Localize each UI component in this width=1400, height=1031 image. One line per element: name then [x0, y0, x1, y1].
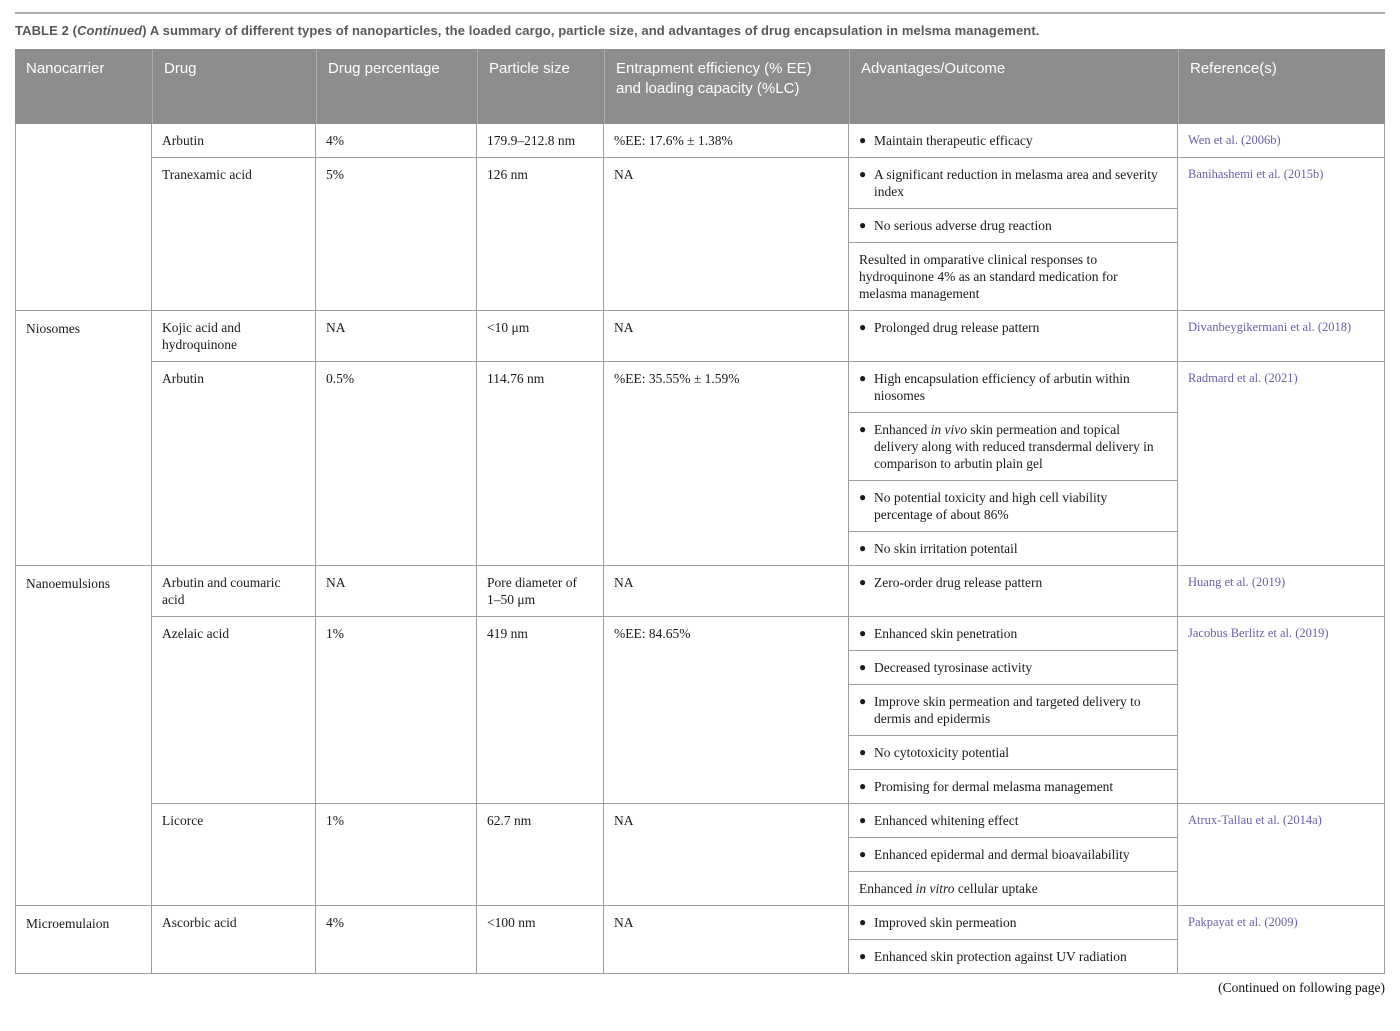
nanocarrier-cell: [16, 124, 152, 310]
advantage-text: Prolonged drug release pattern: [874, 320, 1040, 335]
advantage-item: [849, 242, 1177, 310]
drug-percentage-cell: 4%: [316, 906, 477, 973]
drug-percentage-cell: 5%: [316, 158, 477, 310]
advantages-cell: [849, 362, 1178, 565]
drug-rows: [152, 124, 1384, 310]
bullet-icon: ●: [859, 575, 867, 589]
advantage-text: Enhanced in vivo skin permeation and topical delivery along with reduced transdermal delivery in comparison to arbutin plain gel: [874, 422, 1154, 471]
nanocarrier-cell: Microemulaion: [16, 906, 152, 973]
entrapment-cell: %EE: 84.65%: [604, 617, 849, 803]
page: [15, 12, 1385, 996]
reference-link[interactable]: Wen et al. (2006b): [1188, 133, 1281, 147]
table-header-row: [15, 49, 1385, 124]
advantage-item: [849, 650, 1177, 684]
table-row: [152, 906, 1384, 973]
table-caption-prefix: TABLE 2 (: [15, 23, 78, 38]
advantage-item: [849, 939, 1177, 973]
table-caption: [15, 23, 1385, 38]
nanocarrier-group: [16, 310, 1384, 565]
nanocarrier-group: [16, 565, 1384, 905]
table-row: [152, 157, 1384, 310]
drug-percentage-cell: 0.5%: [316, 362, 477, 565]
column-header-advantages-outcome: Advantages/Outcome: [849, 49, 1178, 124]
advantage-text: Enhanced skin penetration: [874, 626, 1018, 641]
nanocarrier-cell: Nanoemulsions: [16, 566, 152, 905]
advantage-item: [849, 124, 1177, 157]
table-row: [152, 616, 1384, 803]
reference-link[interactable]: Huang et al. (2019): [1188, 575, 1286, 589]
bullet-icon: ●: [859, 660, 867, 674]
bullet-icon: ●: [859, 694, 867, 708]
table-row: [152, 361, 1384, 565]
advantage-item: [849, 531, 1177, 565]
advantage-item: [849, 412, 1177, 480]
drug-percentage-cell: 4%: [316, 124, 477, 157]
advantage-item: [849, 566, 1177, 599]
drug-cell: Tranexamic acid: [152, 158, 316, 310]
advantage-text: Resulted in omparative clinical responses to hydroquinone 4% as an standard medication for melasma management: [859, 252, 1118, 301]
advantage-text: No potential toxicity and high cell viability percentage of about 86%: [874, 490, 1108, 522]
particle-size-cell: 114.76 nm: [477, 362, 604, 565]
table-row: [152, 124, 1384, 157]
advantage-text: Zero-order drug release pattern: [874, 575, 1043, 590]
particle-size-cell: 126 nm: [477, 158, 604, 310]
advantage-text: Enhanced epidermal and dermal bioavailability: [874, 847, 1130, 862]
bullet-icon: ●: [859, 915, 867, 929]
drug-percentage-cell: NA: [316, 566, 477, 616]
drug-cell: Azelaic acid: [152, 617, 316, 803]
bullet-icon: ●: [859, 218, 867, 232]
advantage-item: [849, 311, 1177, 344]
table-body: [15, 124, 1385, 974]
advantages-cell: [849, 311, 1178, 361]
drug-cell: Licorce: [152, 804, 316, 905]
bullet-icon: ●: [859, 490, 867, 504]
advantage-text: Enhanced skin protection against UV radiation: [874, 949, 1127, 964]
entrapment-cell: %EE: 17.6% ± 1.38%: [604, 124, 849, 157]
advantage-item: [849, 906, 1177, 939]
advantage-text: High encapsulation efficiency of arbutin within niosomes: [874, 371, 1130, 403]
advantages-cell: [849, 124, 1178, 157]
bullet-icon: ●: [859, 847, 867, 861]
entrapment-cell: %EE: 35.55% ± 1.59%: [604, 362, 849, 565]
reference-link[interactable]: Pakpayat et al. (2009): [1188, 915, 1298, 929]
bullet-icon: ●: [859, 779, 867, 793]
bullet-icon: ●: [859, 626, 867, 640]
table-row: [152, 803, 1384, 905]
nanocarrier-cell: Niosomes: [16, 311, 152, 565]
column-header-nanocarrier: Nanocarrier: [26, 60, 105, 77]
column-header-drug: Drug: [152, 49, 316, 124]
bullet-icon: ●: [859, 371, 867, 385]
drug-rows: [152, 566, 1384, 905]
advantages-cell: [849, 617, 1178, 803]
advantage-item: [849, 769, 1177, 803]
column-header-references: Reference(s): [1178, 49, 1385, 124]
entrapment-cell: NA: [604, 906, 849, 973]
drug-percentage-cell: 1%: [316, 617, 477, 803]
advantage-item: [849, 735, 1177, 769]
column-header-drug-percentage: Drug percentage: [316, 49, 477, 124]
drug-percentage-cell: 1%: [316, 804, 477, 905]
bullet-icon: ●: [859, 320, 867, 334]
drug-cell: Ascorbic acid: [152, 906, 316, 973]
advantage-item: [849, 480, 1177, 531]
drug-cell: Arbutin: [152, 362, 316, 565]
nanocarrier-group: [16, 905, 1384, 973]
column-header-entrapment-efficiency: Entrapment efficiency (% EE) and loading capacity (%LC): [604, 49, 849, 124]
advantage-item: [849, 362, 1177, 412]
advantage-text: A significant reduction in melasma area and severity index: [874, 167, 1158, 199]
advantage-text: No skin irritation potentail: [874, 541, 1018, 556]
reference-link[interactable]: Jacobus Berlitz et al. (2019): [1188, 626, 1329, 640]
advantage-item: [849, 684, 1177, 735]
top-rule: [15, 12, 1385, 14]
column-header-particle-size: Particle size: [477, 49, 604, 124]
advantages-cell: [849, 906, 1178, 973]
advantage-text: No serious adverse drug reaction: [874, 218, 1052, 233]
drug-rows: [152, 906, 1384, 973]
advantage-text: Decreased tyrosinase activity: [874, 660, 1033, 675]
drug-rows: [152, 311, 1384, 565]
entrapment-cell: NA: [604, 158, 849, 310]
advantage-text: Promising for dermal melasma management: [874, 779, 1114, 794]
advantages-cell: [849, 158, 1178, 310]
table-row: [152, 311, 1384, 361]
advantages-cell: [849, 804, 1178, 905]
drug-cell: Arbutin and coumaric acid: [152, 566, 316, 616]
bullet-icon: ●: [859, 422, 867, 436]
nanocarrier-group: [16, 124, 1384, 310]
reference-link[interactable]: Divanbeygikermani et al. (2018): [1188, 320, 1352, 334]
reference-link[interactable]: Radmard et al. (2021): [1188, 371, 1298, 385]
advantage-item: [849, 837, 1177, 871]
drug-cell: Kojic acid and hydroquinone: [152, 311, 316, 361]
advantage-item: [849, 208, 1177, 242]
advantage-item: [849, 617, 1177, 650]
entrapment-cell: NA: [604, 566, 849, 616]
continued-note: (Continued on following page): [1218, 980, 1385, 995]
particle-size-cell: 179.9–212.8 nm: [477, 124, 604, 157]
advantage-text: Improved skin permeation: [874, 915, 1017, 930]
bullet-icon: ●: [859, 745, 867, 759]
advantage-text: No cytotoxicity potential: [874, 745, 1009, 760]
advantage-item: [849, 871, 1177, 905]
advantage-text: Enhanced whitening effect: [874, 813, 1019, 828]
table-caption-continued: Continued: [77, 23, 143, 38]
drug-cell: Arbutin: [152, 124, 316, 157]
reference-link[interactable]: Atrux-Tallau et al. (2014a): [1188, 813, 1322, 827]
advantage-text: Maintain therapeutic efficacy: [874, 133, 1033, 148]
reference-link[interactable]: Banihashemi et al. (2015b): [1188, 167, 1324, 181]
advantage-text: Improve skin permeation and targeted delivery to dermis and epidermis: [874, 694, 1141, 726]
entrapment-cell: NA: [604, 311, 849, 361]
bullet-icon: ●: [859, 541, 867, 555]
entrapment-cell: NA: [604, 804, 849, 905]
particle-size-cell: <10 μm: [477, 311, 604, 361]
bullet-icon: ●: [859, 949, 867, 963]
particle-size-cell: 419 nm: [477, 617, 604, 803]
particle-size-cell: <100 nm: [477, 906, 604, 973]
particle-size-cell: Pore diameter of 1–50 μm: [477, 566, 604, 616]
particle-size-cell: 62.7 nm: [477, 804, 604, 905]
bullet-icon: ●: [859, 133, 867, 147]
bullet-icon: ●: [859, 813, 867, 827]
advantage-item: [849, 804, 1177, 837]
table-caption-suffix: ) A summary of different types of nanoparticles, the loaded cargo, particle size, and advantages of drug encapsulation in melsma management.: [142, 23, 1040, 38]
table-row: [152, 566, 1384, 616]
advantage-item: [849, 158, 1177, 208]
advantage-text: Enhanced in vitro cellular uptake: [859, 881, 1038, 896]
advantages-cell: [849, 566, 1178, 616]
bullet-icon: ●: [859, 167, 867, 181]
drug-percentage-cell: NA: [316, 311, 477, 361]
